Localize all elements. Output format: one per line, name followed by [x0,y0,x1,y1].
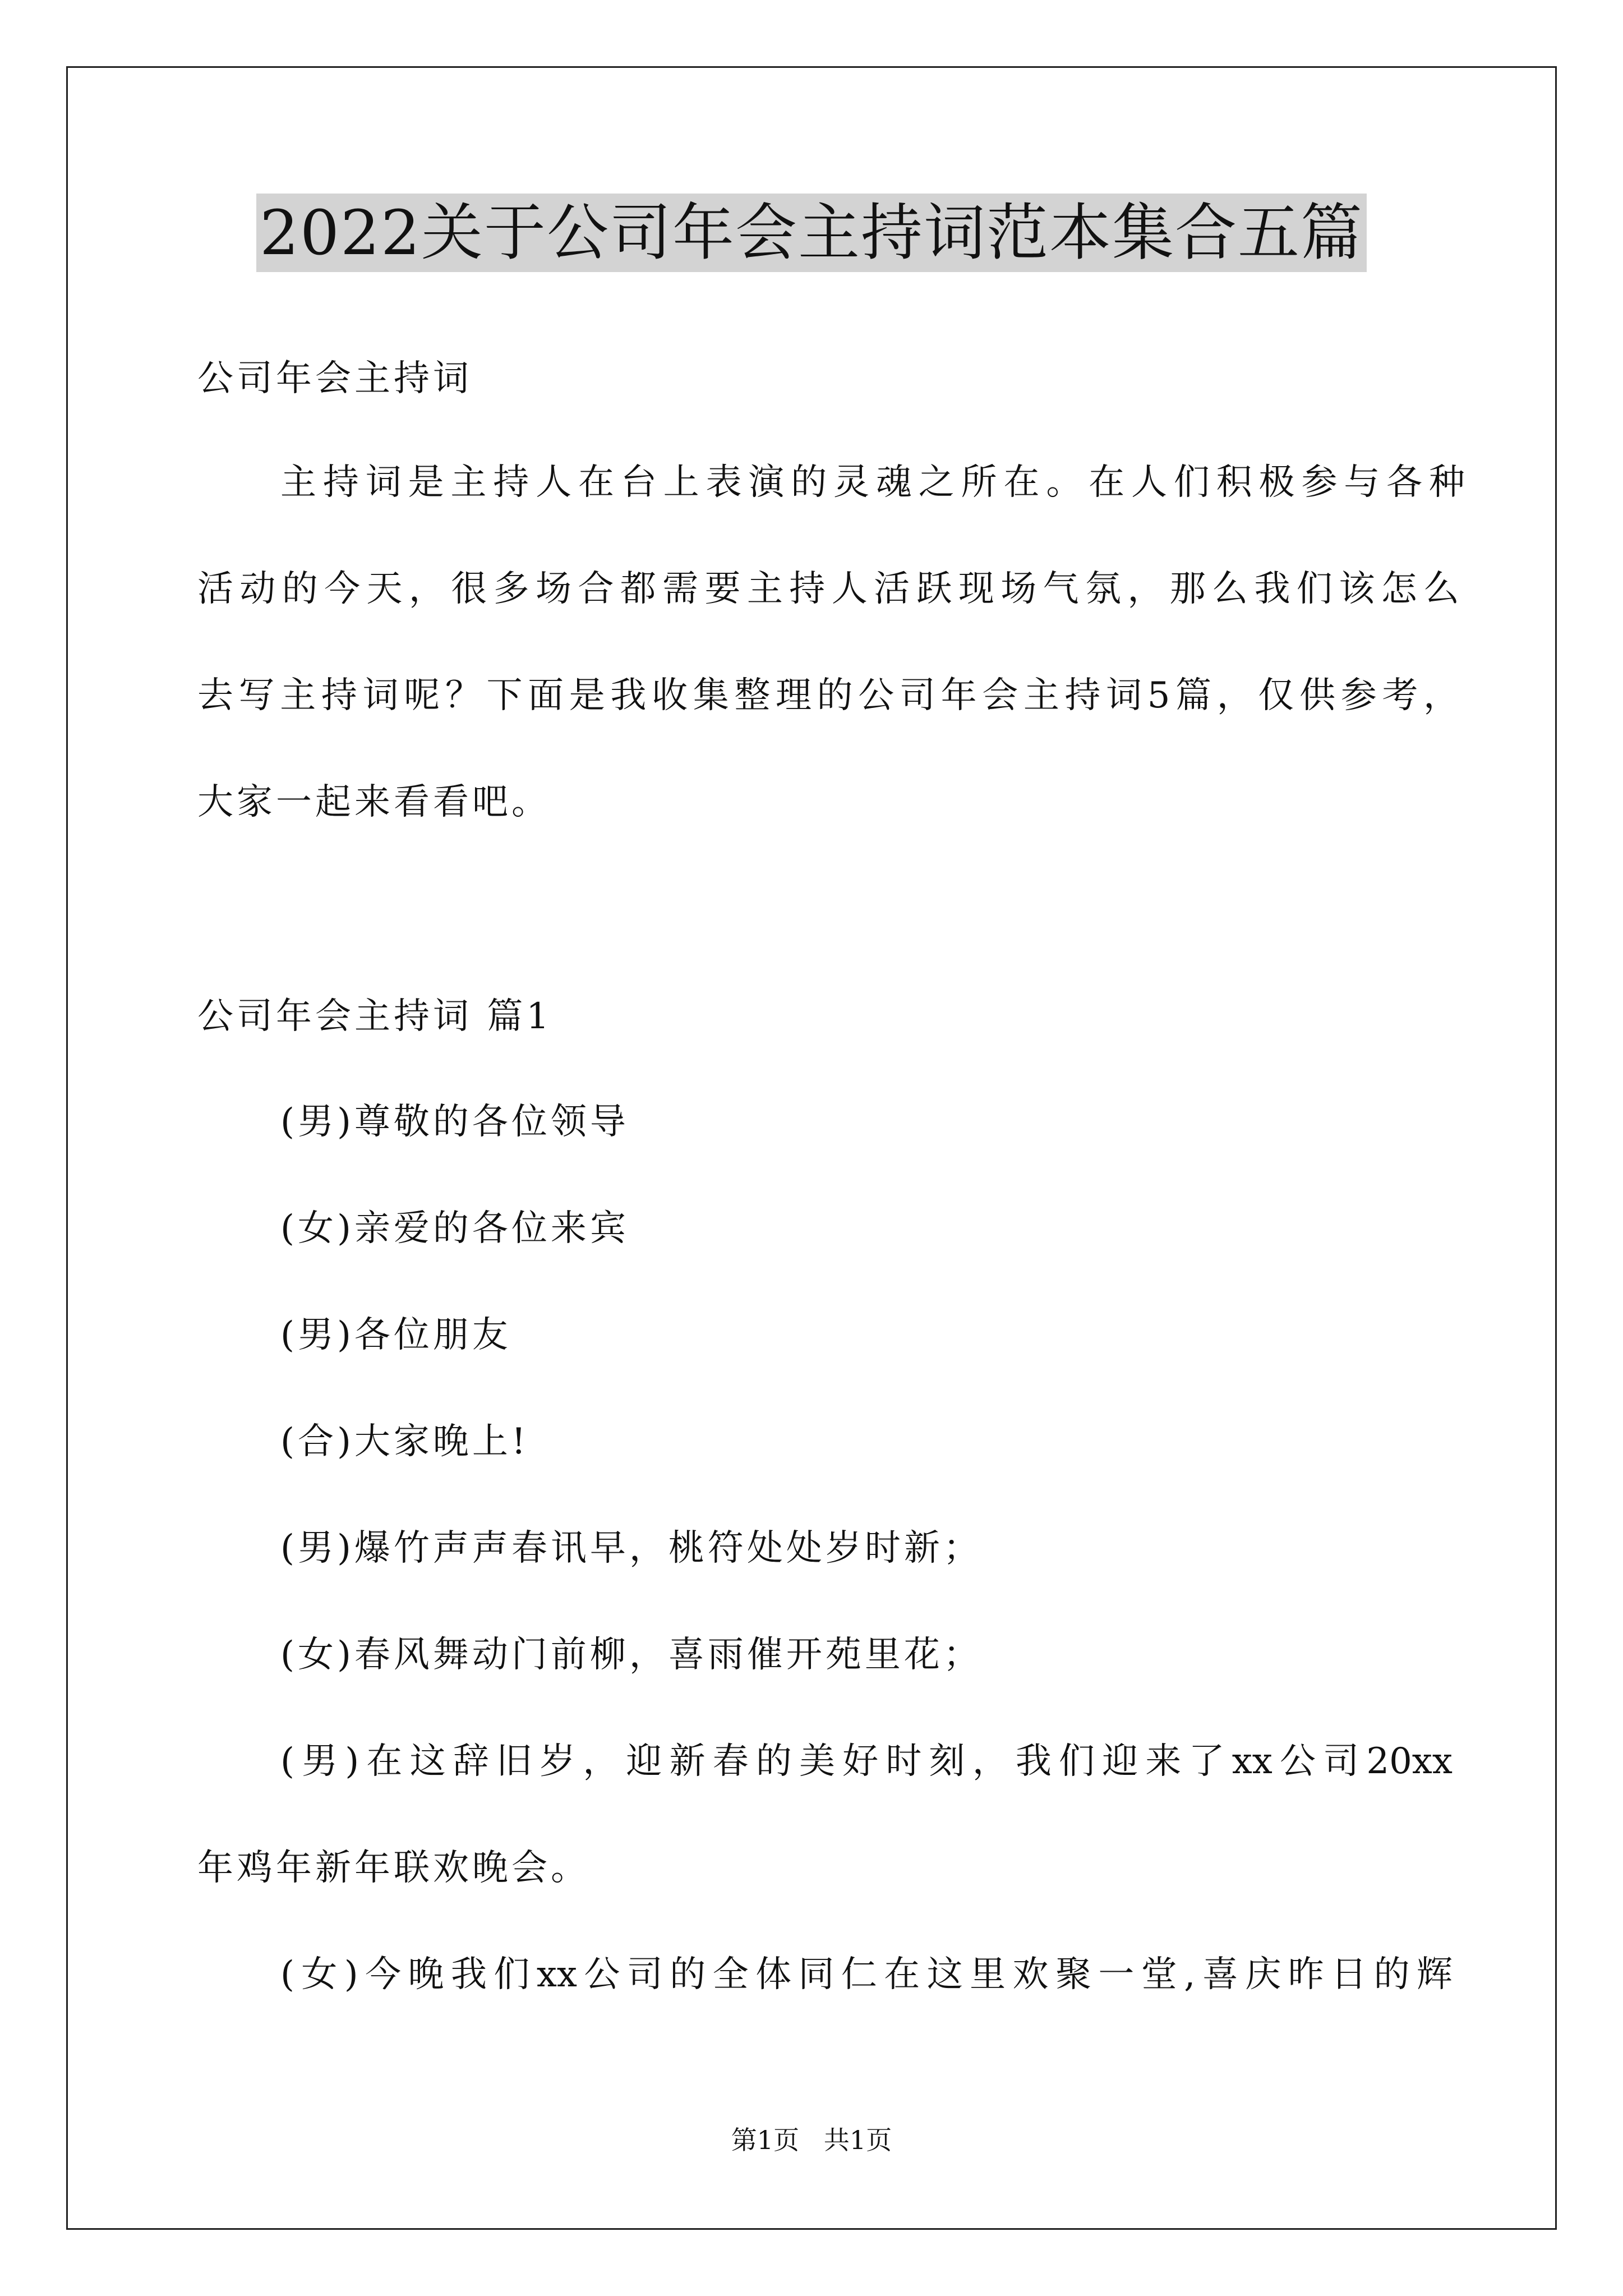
title-container [0,194,1623,272]
intro-line-2: 活动的今天，很多场合都需要主持人活跃现场气氛，那么我们该怎么 [197,568,1459,610]
dialogue-line-9: (女)今晚我们xx公司的全体同仁在这里欢聚一堂,喜庆昨日的辉 [280,1954,1453,1995]
dialogue-line-1: (男)尊敬的各位领导 [280,1101,629,1143]
dialogue-line-2: (女)亲爱的各位来宾 [280,1208,629,1249]
intro-line-3: 去写主持词呢？下面是我收集整理的公司年会主持词5篇，仅供参考， [197,675,1459,716]
intro-line-4: 大家一起来看看吧。 [197,781,551,823]
intro-line-1: 主持词是主持人在台上表演的灵魂之所在。在人们积极参与各种 [280,462,1465,503]
dialogue-line-4: (合)大家晚上! [280,1421,529,1462]
dialogue-line-3: (男)各位朋友 [280,1314,511,1356]
dialogue-line-7: (男)在这辞旧岁，迎新春的美好时刻，我们迎来了xx公司20xx [280,1741,1453,1782]
dialogue-line-8: 年鸡年新年联欢晚会。 [197,1847,590,1889]
section-heading: 公司年会主持词 篇1 [197,996,553,1037]
subtitle: 公司年会主持词 [197,358,472,399]
dialogue-line-5: (男)爆竹声声春讯早，桃符处处岁时新； [280,1527,983,1569]
dialogue-line-6: (女)春风舞动门前柳，喜雨催开苑里花； [280,1634,983,1676]
document-title: 2022关于公司年会主持词范本集合五篇 [256,194,1367,272]
page-footer: 第1页 共1页 [731,2125,892,2155]
